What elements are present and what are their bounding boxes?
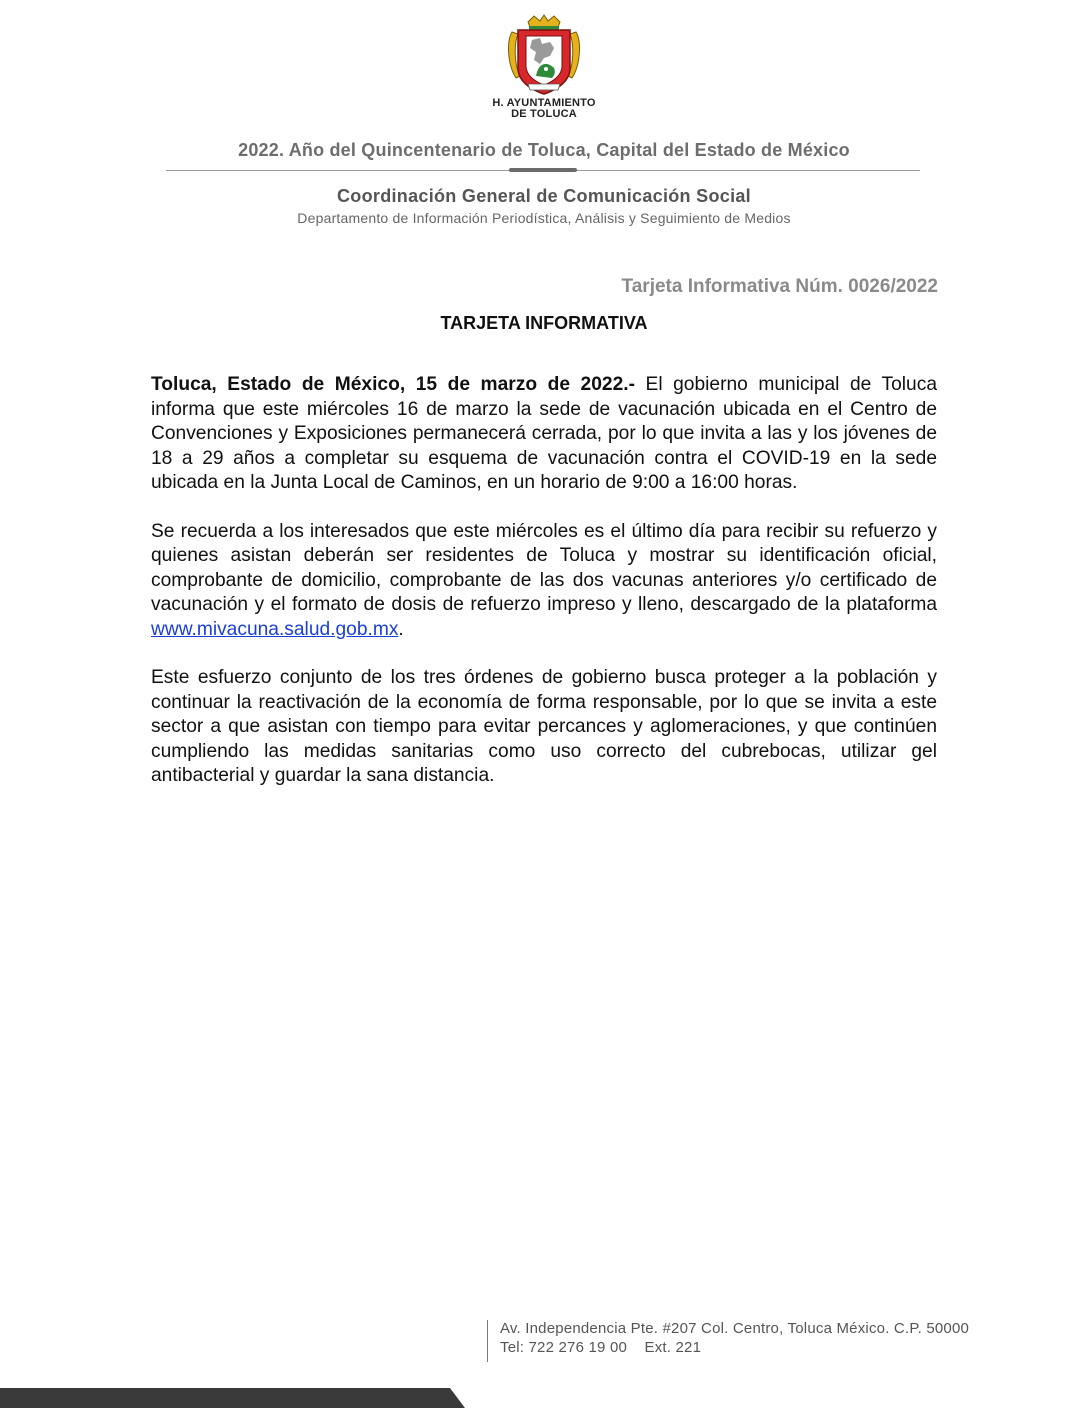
coat-of-arms-icon	[506, 14, 582, 98]
dateline: Toluca, Estado de México, 15 de marzo de 2022.-	[151, 374, 635, 395]
paragraph-1-text: El gobierno municipal de Toluca informa que este miércoles 16 de marzo la sede de vacunación ubicada en el Centro de Convenciones y Exposiciones permanecerá cerrada, por lo que invita a las y los jóvenes de 18 a 29 años a completar su esquema de vacunación contra el COVID-19 en la sede ubicada en la Junta Local de Caminos, en un horario de 9:00 a 16:00 horas.	[151, 374, 937, 493]
card-number: Tarjeta Informativa Núm. 0026/2022	[621, 276, 938, 297]
header-divider-accent	[509, 168, 577, 172]
department-title: Coordinación General de Comunicación Social	[337, 186, 751, 206]
municipal-logo	[486, 14, 602, 120]
paragraph-3-text: Este esfuerzo conjunto de los tres órdenes de gobierno busca proteger a la población y continuar la reactivación de la economía de forma responsable, por lo que se invita a este sector a que asistan con tiempo para evitar percances y aglomeraciones, y que continúen cumpliendo las medidas sanitarias como uso correcto del cubrebocas, utilizar gel antibacterial y guardar la sana distancia.	[151, 667, 937, 786]
footer-divider	[487, 1320, 488, 1362]
paragraph-2	[151, 520, 937, 643]
footer-address: Av. Independencia Pte. #207 Col. Centro, Toluca México. C.P. 50000	[500, 1320, 970, 1337]
vaccination-platform-link[interactable]: www.mivacuna.salud.gob.mx	[151, 618, 399, 640]
footer-phone: Tel: 722 276 19 00 Ext. 221	[500, 1339, 702, 1356]
document-body	[151, 373, 937, 813]
year-motto: 2022. Año del Quincentenario de Toluca, Capital del Estado de México	[238, 140, 850, 160]
logo-caption-line1: H. AYUNTAMIENTO	[492, 97, 596, 109]
paragraph-2-end: .	[398, 618, 404, 640]
footer-stripe	[0, 1388, 465, 1408]
document-title: TARJETA INFORMATIVA	[440, 313, 648, 333]
paragraph-2-text: Se recuerda a los interesados que este miércoles es el último día para recibir su refuerzo y quienes asistan deberán ser residentes de Toluca y mostrar su identificación oficial, comprobante de domicilio, comprobante de las dos vacunas anteriores y/o certificado de vacunación y el formato de dosis de refuerzo impreso y lleno, descargado de la plataforma	[151, 520, 937, 615]
logo-caption-line2: DE TOLUCA	[511, 108, 577, 120]
paragraph-3	[151, 666, 937, 789]
department-subtitle: Departamento de Información Periodística, Análisis y Seguimiento de Medios	[297, 210, 791, 226]
paragraph-1	[151, 373, 937, 496]
